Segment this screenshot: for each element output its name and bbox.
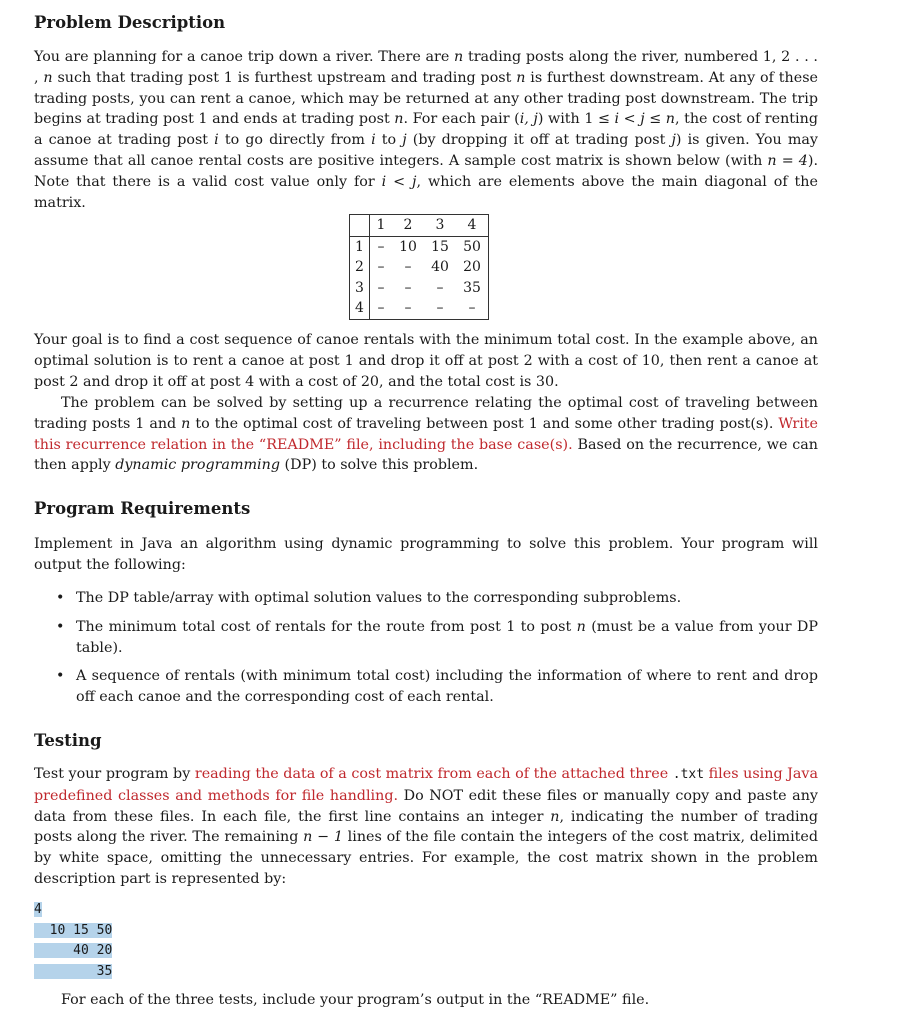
matrix-cell: 40	[431, 259, 449, 276]
matrix-row	[350, 278, 489, 299]
requirements-heading: Program Requirements	[34, 499, 251, 518]
sample-line: 35	[34, 963, 113, 979]
matrix-corner	[350, 215, 370, 237]
matrix-row-label: 3	[350, 278, 370, 299]
matrix-row	[350, 236, 489, 257]
cost-matrix-table	[349, 214, 489, 320]
list-item: • A sequence of rentals (with minimum total cost) including the information of where to rent and drop off each canoe and the corresponding cost of each rental.	[56, 668, 818, 706]
sample-line: 4	[34, 902, 42, 917]
matrix-row-label: 1	[350, 236, 370, 257]
problem-paragraph-2: Your goal is to find a cost sequence of canoe rentals with the minimum total cost. In the example above, an optimal solution is to rent a canoe at post 1 and drop it off at post 2 with a cost of 10, then rent a canoe at post 2 and drop it off at post 4 with a cost of 20, and the total cost is 30.	[34, 332, 818, 390]
matrix-row	[350, 298, 489, 319]
matrix-col-header: 1	[370, 215, 393, 237]
matrix-cell: 15	[431, 238, 449, 255]
matrix-cell: 35	[456, 278, 489, 299]
requirements-intro: Implement in Java an algorithm using dynamic programming to solve this problem. Your program will output the following:	[34, 536, 818, 573]
testing-heading: Testing	[34, 731, 102, 750]
testing-paragraph: Test your program by reading the data of a cost matrix from each of the attached three .txt files using Java predefined classes and methods for file handling. Do NOT edit these files or manually copy and paste any data from these files. In each file, the first line contains an integer n, indicating the number of trading posts along the river. The remaining n − 1 lines of the file contain the integers of the cost matrix, delimited by white space, omitting the unnecessary entries. For example, the cost matrix shown in the problem description part is represented by:	[34, 766, 819, 887]
matrix-cell: –	[456, 298, 489, 319]
problem-paragraph-1: You are planning for a canoe trip down a river. There are n trading posts along the river, numbered 1, 2 . . . , n such that trading post 1 is furthest upstream and trading post n is furthest downstream. At any of these trading posts, you can rent a canoe, which may be returned at any other trading post downstream. The trip begins at trading post 1 and ends at trading post n. For each pair (i, j) with 1 ≤ i < j ≤ n, the cost of renting a canoe at trading post i to go directly from i to j (by dropping it off at trading post j) is given. You may assume that all canoe rental costs are positive integers. A sample cost matrix is shown below (with n = 4). Note that there is a valid cost value only for i < j, which are elements above the main diagonal of the matrix.	[34, 49, 819, 211]
testing-closing: For each of the three tests, include your program’s output in the “README” file.	[61, 992, 650, 1008]
requirements-list	[54, 588, 818, 716]
problem-paragraph-3: The problem can be solved by setting up a recurrence relating the optimal cost of traveling between trading posts 1 and n to the optimal cost of traveling between post 1 and some other trading post(s). Write this recurrence relation in the “README” file, including the base case(s). Based on the recurrence, we can then apply dynamic programming (DP) to solve this problem.	[34, 395, 818, 474]
matrix-cell: –	[370, 298, 393, 319]
matrix-cell: –	[377, 279, 385, 296]
matrix-cell: –	[392, 298, 424, 319]
problem-heading: Problem Description	[34, 13, 226, 32]
matrix-row	[350, 257, 489, 278]
matrix-col-header: 2	[392, 215, 424, 237]
readme-instruction: Write this recurrence relation in the “README” file, including the base case(s).	[34, 415, 818, 453]
matrix-cell: –	[377, 259, 385, 276]
list-item: • The minimum total cost of rentals for the route from post 1 to post n (must be a value from your DP table).	[56, 618, 818, 656]
matrix-cell: 50	[456, 236, 489, 257]
matrix-cell: –	[436, 279, 444, 296]
matrix-cell: –	[404, 259, 412, 276]
matrix-cell: 10	[399, 238, 417, 255]
matrix-row-label: 4	[350, 298, 370, 319]
matrix-col-header: 3	[424, 215, 456, 237]
matrix-cell: –	[377, 238, 385, 255]
list-item: • The DP table/array with optimal solution values to the corresponding subproblems.	[56, 590, 682, 606]
sample-file-content	[34, 900, 112, 982]
matrix-col-header: 4	[456, 215, 489, 237]
matrix-cell: –	[424, 298, 456, 319]
sample-line: 10 15 50	[34, 922, 113, 938]
sample-line: 40 20	[34, 943, 113, 958]
matrix-row-label: 2	[350, 257, 370, 278]
matrix-cell: 20	[456, 257, 489, 278]
matrix-cell: –	[404, 279, 412, 296]
